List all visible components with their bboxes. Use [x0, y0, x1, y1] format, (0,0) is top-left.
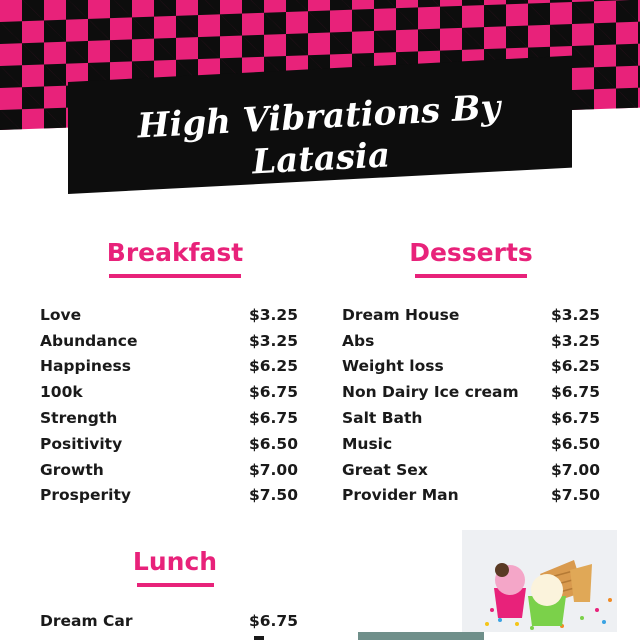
section-title-breakfast: Breakfast: [106, 238, 244, 267]
menu-item: [342, 328, 600, 354]
item-name: Salt Bath: [342, 409, 423, 428]
item-name: Music: [342, 434, 393, 453]
section-title-lunch: Lunch: [132, 547, 218, 576]
item-price: $6.50: [248, 434, 298, 453]
menu-item: [342, 483, 600, 509]
menu-item: [40, 483, 298, 509]
title-line-2: Latasia: [251, 135, 391, 183]
menu-item: [40, 457, 298, 483]
item-name: Abundance: [40, 331, 138, 350]
menu-item: [342, 379, 600, 405]
lunch-list: [40, 608, 298, 634]
item-price: $6.75: [248, 409, 298, 428]
item-name: Weight loss: [342, 357, 444, 376]
item-name: Non Dairy Ice cream: [342, 383, 519, 402]
menu-item: [40, 405, 298, 431]
menu-item: [342, 302, 600, 328]
item-price: $3.25: [248, 331, 298, 350]
desserts-list: [342, 302, 600, 508]
item-price: $6.75: [248, 611, 298, 630]
item-price: $7.00: [550, 460, 600, 479]
ice-cream-photo: [462, 530, 617, 632]
menu-item: [40, 302, 298, 328]
item-name: 100k: [40, 383, 83, 402]
item-price: $6.50: [550, 434, 600, 453]
ice-cream-illustration: [462, 530, 617, 632]
item-price: $6.25: [248, 357, 298, 376]
item-price: $3.25: [248, 305, 298, 324]
menu-item: [40, 328, 298, 354]
item-price: $7.50: [248, 486, 298, 505]
menu-item: [40, 354, 298, 380]
chocolate-piece: [495, 563, 509, 577]
item-name: Dream Car: [40, 611, 133, 630]
item-name: Abs: [342, 331, 375, 350]
item-price: $6.75: [248, 383, 298, 402]
item-name: Growth: [40, 460, 104, 479]
menu-item: [40, 608, 298, 634]
item-price: $3.25: [550, 331, 600, 350]
menu-item: [342, 405, 600, 431]
item-name: Strength: [40, 409, 118, 428]
lunch-underline: [137, 583, 214, 587]
item-price: $6.25: [550, 357, 600, 376]
item-name: Provider Man: [342, 486, 459, 505]
item-name: Happiness: [40, 357, 131, 376]
second-cone: [570, 564, 592, 602]
title-line-1: High Vibrations By: [136, 87, 502, 147]
item-name: Dream House: [342, 305, 460, 324]
item-price: $6.75: [550, 383, 600, 402]
menu-item: [342, 431, 600, 457]
menu-item: [342, 354, 600, 380]
item-name: Prosperity: [40, 486, 131, 505]
item-price: $3.25: [550, 305, 600, 324]
cut-off-price-fragment: [254, 636, 264, 640]
item-name: Positivity: [40, 434, 123, 453]
item-name: Great Sex: [342, 460, 428, 479]
item-name: Love: [40, 305, 82, 324]
breakfast-list: [40, 302, 298, 508]
desserts-underline: [415, 274, 527, 278]
item-price: $7.50: [550, 486, 600, 505]
menu-item: [342, 457, 600, 483]
partial-photo: [358, 632, 484, 640]
item-price: $7.00: [248, 460, 298, 479]
breakfast-underline: [109, 274, 241, 278]
section-title-desserts: Desserts: [409, 238, 533, 267]
menu-item: [40, 431, 298, 457]
vanilla-scoop: [531, 574, 563, 606]
menu-item: [40, 379, 298, 405]
item-price: $6.75: [550, 409, 600, 428]
